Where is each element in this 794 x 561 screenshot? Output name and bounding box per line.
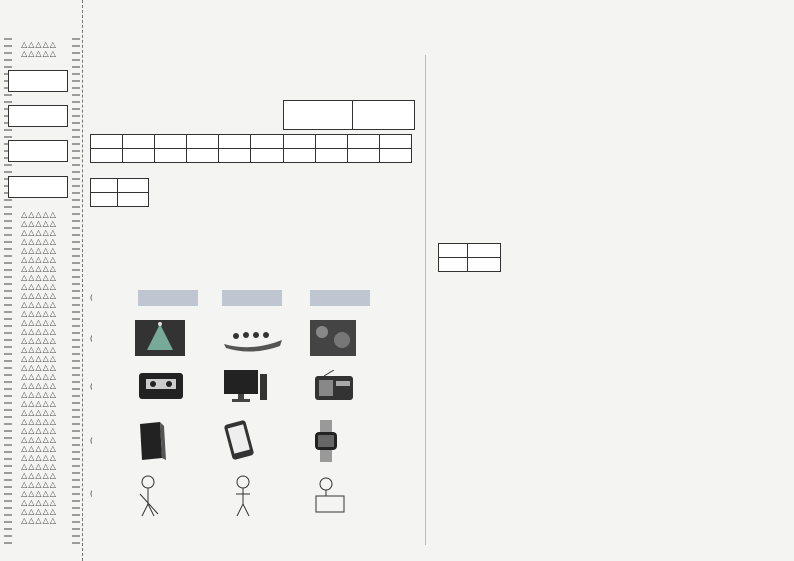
computer-monitor-image bbox=[222, 368, 268, 404]
answer-paren: ( bbox=[90, 294, 93, 302]
smartwatch-image bbox=[312, 420, 340, 462]
column-divider bbox=[425, 55, 426, 545]
answer-paren: ( bbox=[90, 490, 93, 498]
answer-paren: ( bbox=[90, 383, 93, 391]
boy-drawing-image bbox=[312, 474, 348, 518]
exam-room-field bbox=[8, 70, 68, 92]
section2-score-box bbox=[438, 243, 501, 272]
dotted-line bbox=[72, 38, 80, 548]
christmas-tree-image bbox=[135, 320, 185, 356]
triangle-pattern: △△△△△ △△△△△ bbox=[21, 40, 57, 58]
cassette-tape-image bbox=[138, 372, 184, 400]
name-field bbox=[8, 176, 68, 198]
book-image bbox=[136, 420, 166, 462]
answer-paren: ( bbox=[90, 437, 93, 445]
binding-strip bbox=[0, 0, 83, 561]
exam-number-field bbox=[8, 105, 68, 127]
answer-paren: ( bbox=[90, 335, 93, 343]
smartphone-image bbox=[222, 420, 258, 462]
boy-sweeping-image bbox=[134, 474, 164, 518]
class-field bbox=[8, 140, 68, 162]
score-table bbox=[90, 134, 412, 163]
festival-scene-image bbox=[310, 320, 356, 356]
q1-option-c bbox=[310, 290, 370, 306]
section1-score-box bbox=[90, 178, 149, 207]
boy-walking-image bbox=[228, 474, 258, 518]
q1-option-b bbox=[222, 290, 282, 306]
triangle-pattern: △△△△△ △△△△△ △△△△△ △△△△△ △△△△△ △△△△△ △△△△△ △△△△△ △△△△△ △△△△△ △△△△△ △△△△△ △△△△△ △△△△△ △△△△△ △△△△△ △△△△△ △△△△△ △△△△△ △△△△△ △△△△△ △△△△△ △△△△△ △△△△△ △△△△△ △△△△△ △△△△△ △△△△△ △△△△△ △△△△△ △△△△△ △△△△△ △△△△△ △△△△△ △△△△△ bbox=[21, 210, 57, 525]
seat-number-box bbox=[283, 100, 415, 130]
dragon-boat-image bbox=[222, 322, 284, 354]
q1-option-a bbox=[138, 290, 198, 306]
radio-image bbox=[314, 370, 354, 402]
